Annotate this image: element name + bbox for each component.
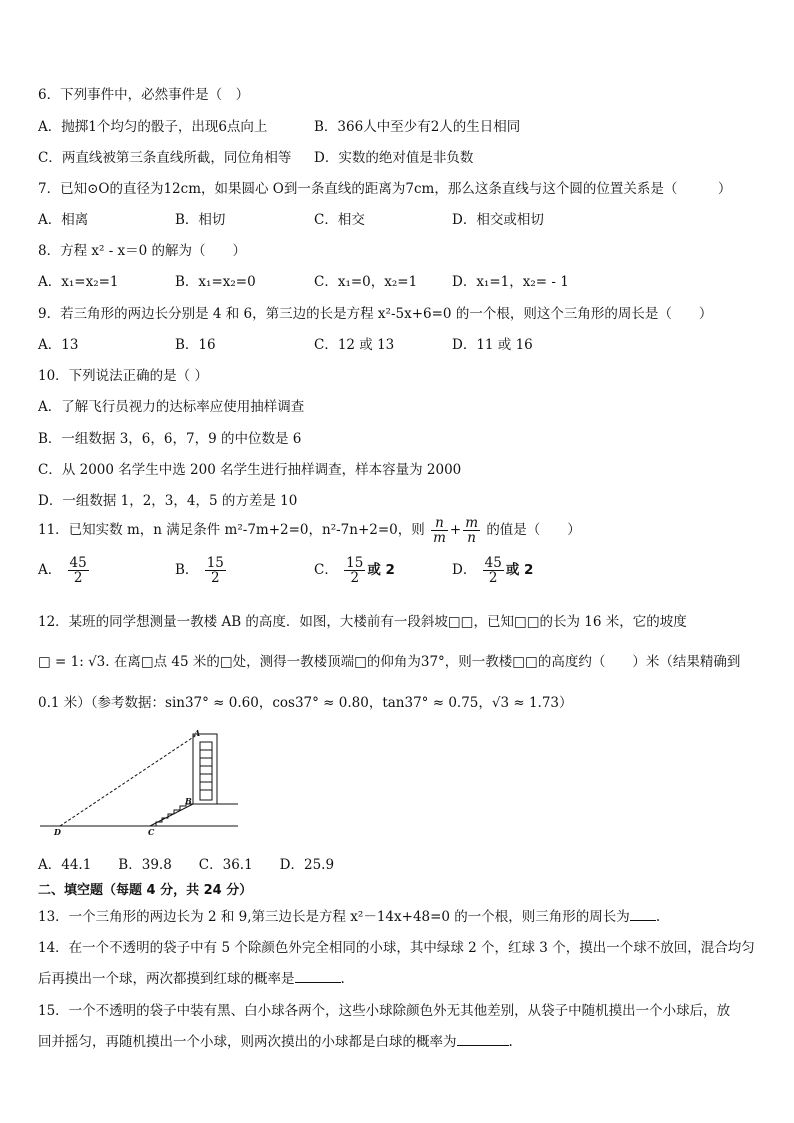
q6-stem: 6．下列事件中，必然事件是（ ） — [38, 87, 250, 103]
q8-option-a: A．x₁=x₂=1 — [38, 274, 119, 290]
q13-text: 13．一个三角形的两边长为 2 和 9,第三边长是方程 x²－14x+48=0 的一个根，则三角形的周长为 — [38, 909, 630, 925]
q11-c-denominator: 2 — [350, 570, 360, 587]
q11-stem — [38, 516, 581, 545]
q14-blank — [295, 981, 341, 983]
building-windows — [200, 750, 212, 790]
q8-option-b: B．x₁=x₂=0 — [175, 274, 256, 290]
q7-option-b: B．相切 — [175, 212, 226, 228]
q11-option-a — [38, 556, 91, 585]
q11-b-denominator: 2 — [211, 570, 220, 587]
q11-d-denominator: 2 — [488, 570, 498, 587]
q11-option-c — [314, 556, 395, 585]
q10-option-c: C．从 2000 名学生中选 200 名学生进行抽样调查，样本容量为 2000 — [38, 462, 462, 478]
q8-option-d: D．x₁=1，x₂= - 1 — [452, 274, 569, 290]
q8-option-c: C．x₁=0，x₂=1 — [314, 274, 418, 290]
q11-c-tail: 或 2 — [367, 562, 395, 579]
q11-f2-numerator: m — [465, 515, 479, 531]
q6-option-b: B．366人中至少有2人的生日相同 — [314, 119, 521, 135]
q12-line3: 0.1 米）（参考数据：sin37° ≈ 0.60，cos37° ≈ 0.80，tan37° ≈ 0.75，√3 ≈ 1.73） — [38, 695, 573, 711]
q13-blank — [630, 919, 656, 921]
q10-option-a: A．了解飞行员视力的达标率应使用抽样调查 — [38, 399, 305, 415]
q14-line1: 14．在一个不透明的袋子中有 5 个除颜色外完全相同的小球，其中绿球 2 个，红球 3 个，摸出一个球不放回，混合均匀 — [38, 940, 755, 956]
q11-b-label: B． — [175, 562, 199, 579]
q11-fraction-n-over-m — [431, 516, 448, 545]
q15-line2 — [38, 1030, 513, 1050]
q11-d-label: D． — [452, 562, 477, 579]
q11-option-b — [175, 556, 228, 585]
q11-c-numerator: 15 — [346, 555, 364, 571]
q15-text: 回并摇匀，再随机摸出一个小球，则两次摸出的小球都是白球的概率为 — [38, 1034, 457, 1050]
q11-f1-numerator: n — [431, 516, 448, 531]
q10-option-d: D．一组数据 1，2，3，4，5 的方差是 10 — [38, 493, 298, 509]
q14-line2 — [38, 967, 345, 987]
q11-b-numerator: 15 — [206, 555, 224, 571]
q11-f1-denominator: m — [433, 530, 446, 547]
label-a: A — [194, 728, 201, 738]
label-d: D — [54, 827, 61, 837]
q13 — [38, 905, 660, 925]
q9-option-d: D．11 或 16 — [452, 337, 533, 353]
q6-option-d: D．实数的绝对值是非负数 — [314, 150, 474, 166]
q6-option-a: A．抛掷1个均匀的骰子，出现6点向上 — [38, 119, 268, 135]
q9-stem: 9．若三角形的两边长分别是 4 和 6，第三边的长是方程 x²-5x+6=0 的一个根，则这个三角形的周长是（ ） — [38, 306, 713, 322]
building — [193, 734, 217, 804]
q11-a-fraction — [68, 556, 89, 585]
q7-option-a: A．相离 — [38, 212, 89, 228]
q11-d-numerator: 45 — [484, 555, 502, 571]
label-b: B — [185, 796, 192, 806]
q11-c-label: C． — [314, 562, 338, 579]
q8-stem: 8．方程 x² - x＝0 的解为（ ） — [38, 243, 247, 259]
q9-option-b: B．16 — [175, 337, 216, 353]
q15-tail: . — [508, 1034, 513, 1050]
q11-fraction-m-over-n — [463, 516, 480, 545]
slope-building-diagram — [38, 728, 243, 838]
q13-tail: . — [655, 909, 661, 925]
q12-line2: □ = 1: √3. 在离□点 45 米的□处，测得一教楼顶端□的仰角为37°，则一教楼□□的高度约（ ）米（结果精确到 — [38, 654, 741, 670]
q14-tail: . — [340, 971, 345, 987]
q6-option-c: C．两直线被第三条直线所截，同位角相等 — [38, 150, 292, 166]
q12-line1: 12．某班的同学想测量一教楼 AB 的高度．如图，大楼前有一段斜坡□□，已知□□的长为 16 米，它的坡度 — [38, 614, 687, 630]
section-2-heading: 二、填空题（每题 4 分，共 24 分） — [38, 883, 253, 898]
q14-text: 后再摸出一个球，两次都摸到红球的概率是 — [38, 971, 295, 987]
q11-d-tail: 或 2 — [505, 562, 534, 579]
q15-line1: 15．一个不透明的袋子中装有黑、白小球各两个，这些小球除颜色外无其他差别，从袋子中随机摸出一个小球后，放 — [38, 1003, 731, 1019]
q11-stem-pre: 11．已知实数 m，n 满足条件 m²-7m+2=0，n²-7n+2=0，则 — [38, 522, 425, 539]
q11-f2-denominator: n — [467, 530, 476, 547]
label-c: C — [148, 827, 155, 837]
q10-option-b: B．一组数据 3，6，6，7，9 的中位数是 6 — [38, 431, 302, 447]
q15-blank — [457, 1044, 509, 1046]
q9-option-a: A．13 — [38, 337, 79, 353]
q9-option-c: C．12 或 13 — [314, 337, 395, 353]
q7-option-c: C．相交 — [314, 212, 365, 228]
q12-options: A．44.1 B．39.8 C．36.1 D．25.9 — [38, 857, 335, 873]
q11-a-denominator: 2 — [73, 570, 83, 587]
q11-plus: + — [449, 522, 462, 539]
q10-stem: 10．下列说法正确的是（ ） — [38, 368, 208, 384]
q11-a-label: A． — [38, 562, 62, 579]
q11-stem-post: 的值是（ ） — [486, 522, 581, 539]
slope-line — [150, 804, 193, 826]
q11-c-fraction — [344, 556, 365, 585]
q11-a-numerator: 45 — [69, 555, 87, 571]
q11-option-d — [452, 556, 533, 585]
q11-d-fraction — [483, 556, 504, 585]
building-inner — [200, 742, 212, 800]
q7-stem: 7．已知⊙O的直径为12cm，如果圆心 O到一条直线的距离为7cm，那么这条直线与这个圆的位置关系是（ ） — [38, 181, 732, 197]
q7-option-d: D．相交或相切 — [452, 212, 544, 228]
q11-b-fraction — [205, 556, 226, 585]
